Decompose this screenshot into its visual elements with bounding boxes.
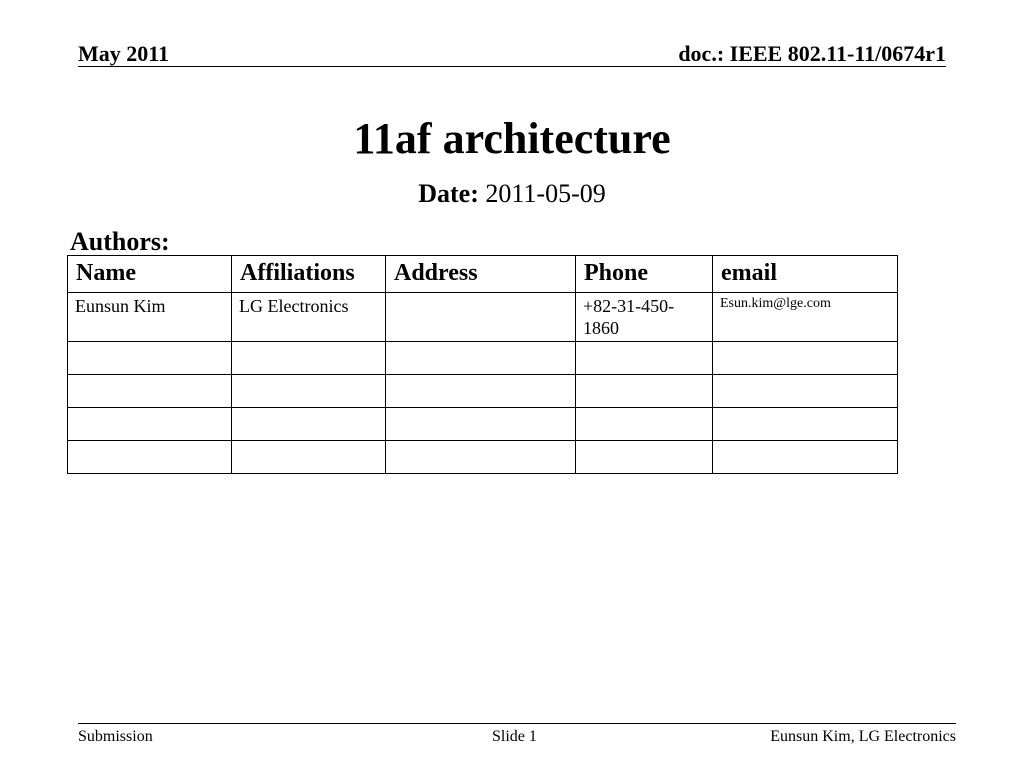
author-phone-cell: +82-31-450-1860 [576, 293, 713, 342]
author-affiliation-cell [232, 375, 386, 408]
slide-title: 11af architecture [353, 114, 671, 163]
footer-author: Eunsun Kim, LG Electronics [770, 728, 956, 745]
author-address-cell [386, 441, 576, 474]
author-address-cell [386, 293, 576, 342]
header-divider [78, 66, 946, 67]
header-date: May 2011 [78, 41, 170, 66]
column-header-email: email [713, 256, 898, 293]
table-row [68, 293, 898, 342]
author-email-cell: Esun.kim@lge.com [713, 293, 898, 342]
column-header-address: Address [386, 256, 576, 293]
author-address-cell [386, 408, 576, 441]
footer-divider [78, 723, 956, 724]
author-affiliation-cell [232, 342, 386, 375]
author-phone-cell [576, 375, 713, 408]
table-header-row [68, 256, 898, 293]
author-email-cell [713, 408, 898, 441]
table-row [68, 342, 898, 375]
author-phone-cell [576, 441, 713, 474]
author-name-cell: Eunsun Kim [68, 293, 232, 342]
author-address-cell [386, 375, 576, 408]
date-line [0, 178, 1024, 210]
author-email-cell [713, 342, 898, 375]
author-phone-cell [576, 342, 713, 375]
author-affiliation-cell [232, 441, 386, 474]
date-value: 2011-05-09 [485, 179, 606, 208]
table-row [68, 441, 898, 474]
header-doc-id: doc.: IEEE 802.11-11/0674r1 [678, 41, 946, 66]
author-phone-cell [576, 408, 713, 441]
author-name-cell [68, 441, 232, 474]
author-affiliation-cell [232, 408, 386, 441]
date-label: Date: [418, 179, 479, 208]
footer-slide-number: Slide 1 [492, 728, 537, 745]
table-row [68, 408, 898, 441]
authors-label: Authors: [70, 227, 170, 256]
table-row [68, 375, 898, 408]
author-email-cell [713, 375, 898, 408]
author-affiliation-cell: LG Electronics [232, 293, 386, 342]
author-name-cell [68, 408, 232, 441]
footer-submission: Submission [78, 728, 153, 745]
column-header-name: Name [68, 256, 232, 293]
author-name-cell [68, 375, 232, 408]
authors-table [67, 255, 898, 474]
author-email-cell [713, 441, 898, 474]
author-address-cell [386, 342, 576, 375]
column-header-affiliations: Affiliations [232, 256, 386, 293]
author-name-cell [68, 342, 232, 375]
column-header-phone: Phone [576, 256, 713, 293]
